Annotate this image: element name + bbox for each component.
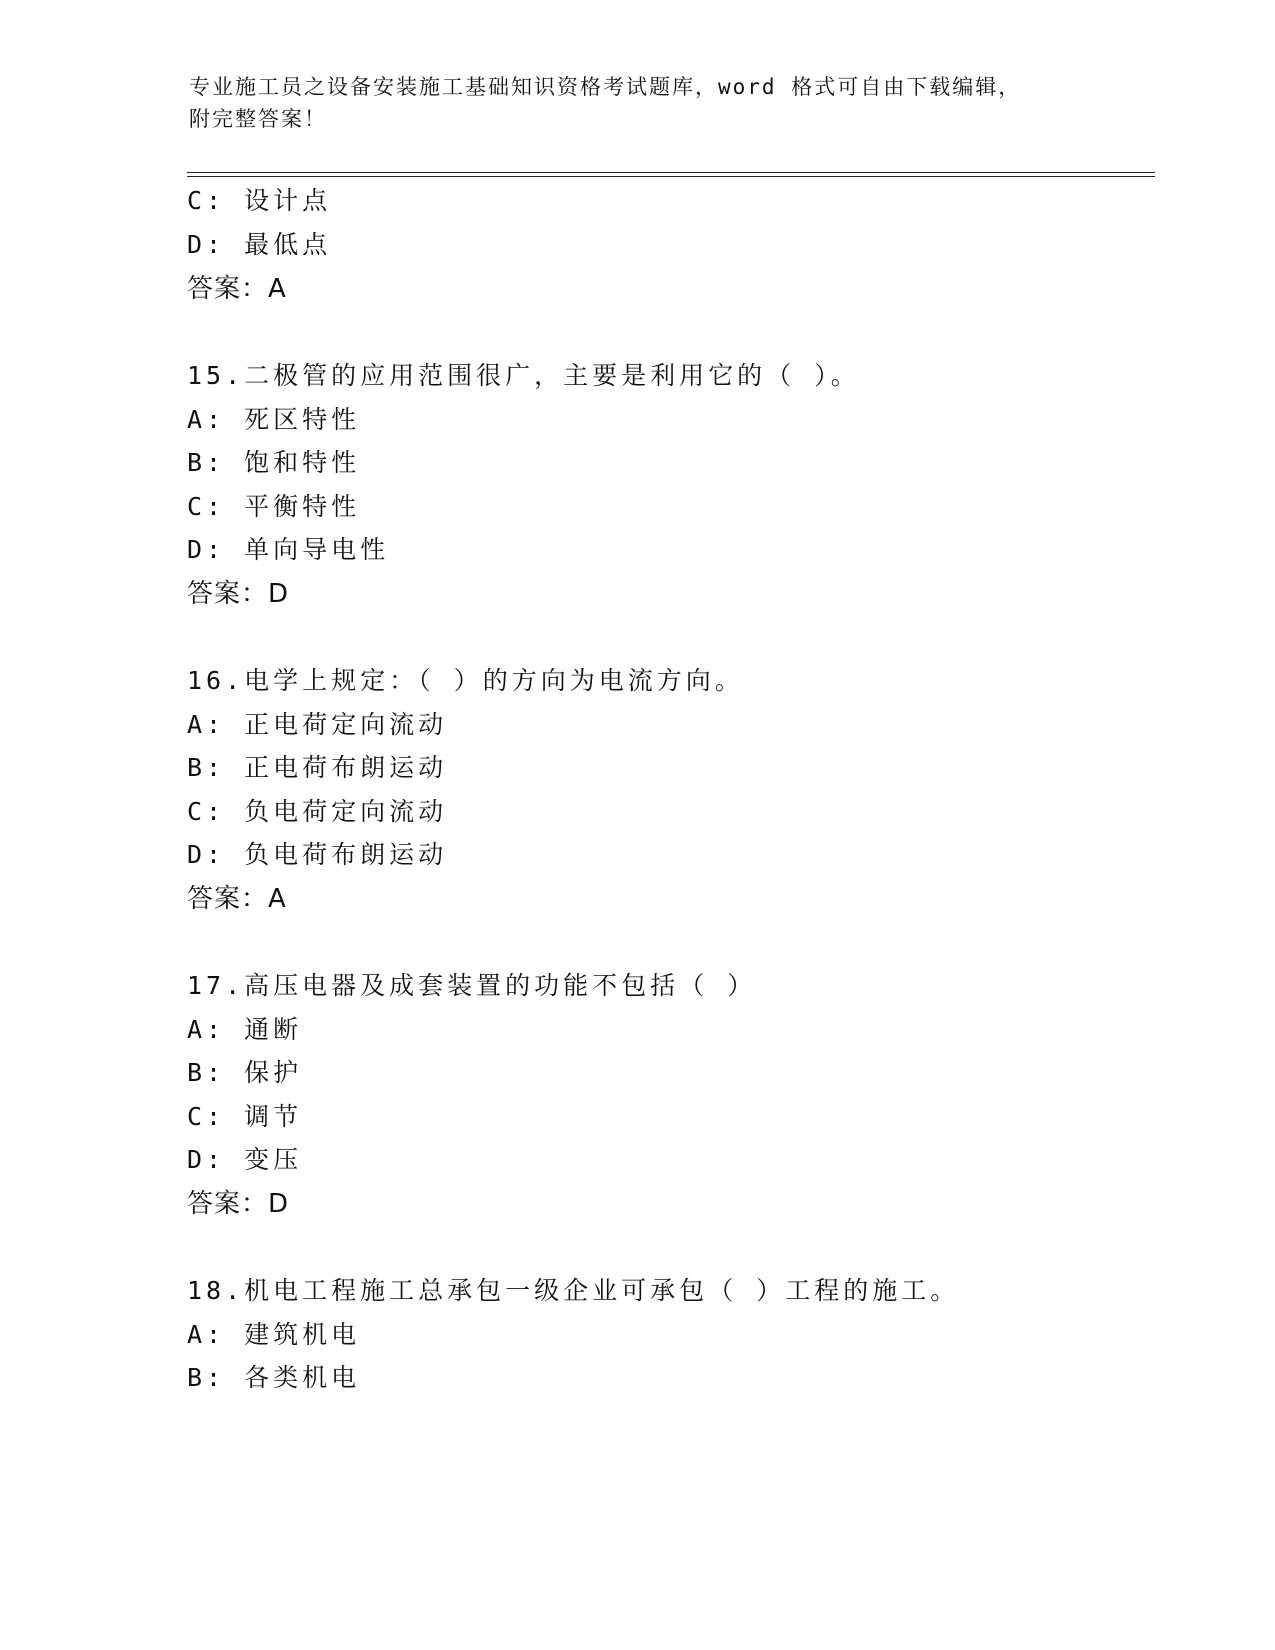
header-rule-bottom [187, 176, 1155, 177]
q15-answer-label: 答案： [187, 579, 269, 609]
q17-answer [187, 1187, 288, 1221]
q17-option-a: A: 通断 [187, 1015, 303, 1044]
q15-answer-value: D [268, 579, 289, 609]
q14-option-c: C: 设计点 [187, 186, 332, 215]
q16-option-d: D: 负电荷布朗运动 [187, 840, 448, 869]
q16-option-c: C: 负电荷定向流动 [187, 797, 448, 826]
q18-option-b: B: 各类机电 [187, 1363, 361, 1392]
q18-question: 18.机电工程施工总承包一级企业可承包（ ）工程的施工。 [187, 1276, 960, 1305]
q14-answer-value: A [268, 274, 286, 304]
q15-option-c: C: 平衡特性 [187, 492, 361, 521]
q15-question: 15.二极管的应用范围很广，主要是利用它的（ ）。 [187, 361, 860, 390]
q17-question: 17.高压电器及成套装置的功能不包括（ ） [187, 971, 757, 1000]
header-title-line-2: 附完整答案！ [189, 107, 327, 131]
header-rule-top [187, 172, 1155, 173]
q17-option-c: C: 调节 [187, 1102, 303, 1131]
q15-option-a: A: 死区特性 [187, 405, 361, 434]
q17-option-b: B: 保护 [187, 1058, 303, 1087]
q14-option-d: D: 最低点 [187, 230, 332, 259]
q17-option-d: D: 变压 [187, 1145, 303, 1174]
q17-answer-value: D [268, 1189, 289, 1219]
q15-answer [187, 577, 288, 611]
q16-answer-value: A [268, 884, 286, 914]
q16-option-a: A: 正电荷定向流动 [187, 710, 448, 739]
q18-option-a: A: 建筑机电 [187, 1320, 361, 1349]
q14-answer [187, 272, 286, 306]
q17-answer-label: 答案： [187, 1189, 269, 1219]
header-title-line-1: 专业施工员之设备安装施工基础知识资格考试题库，word 格式可自由下载编辑， [189, 75, 1022, 99]
q14-answer-label: 答案： [187, 274, 269, 304]
q16-answer-label: 答案： [187, 884, 269, 914]
q16-answer [187, 882, 286, 916]
q15-option-b: B: 饱和特性 [187, 448, 361, 477]
q16-question: 16.电学上规定：（ ）的方向为电流方向。 [187, 666, 744, 695]
q15-option-d: D: 单向导电性 [187, 535, 390, 564]
q16-option-b: B: 正电荷布朗运动 [187, 753, 448, 782]
